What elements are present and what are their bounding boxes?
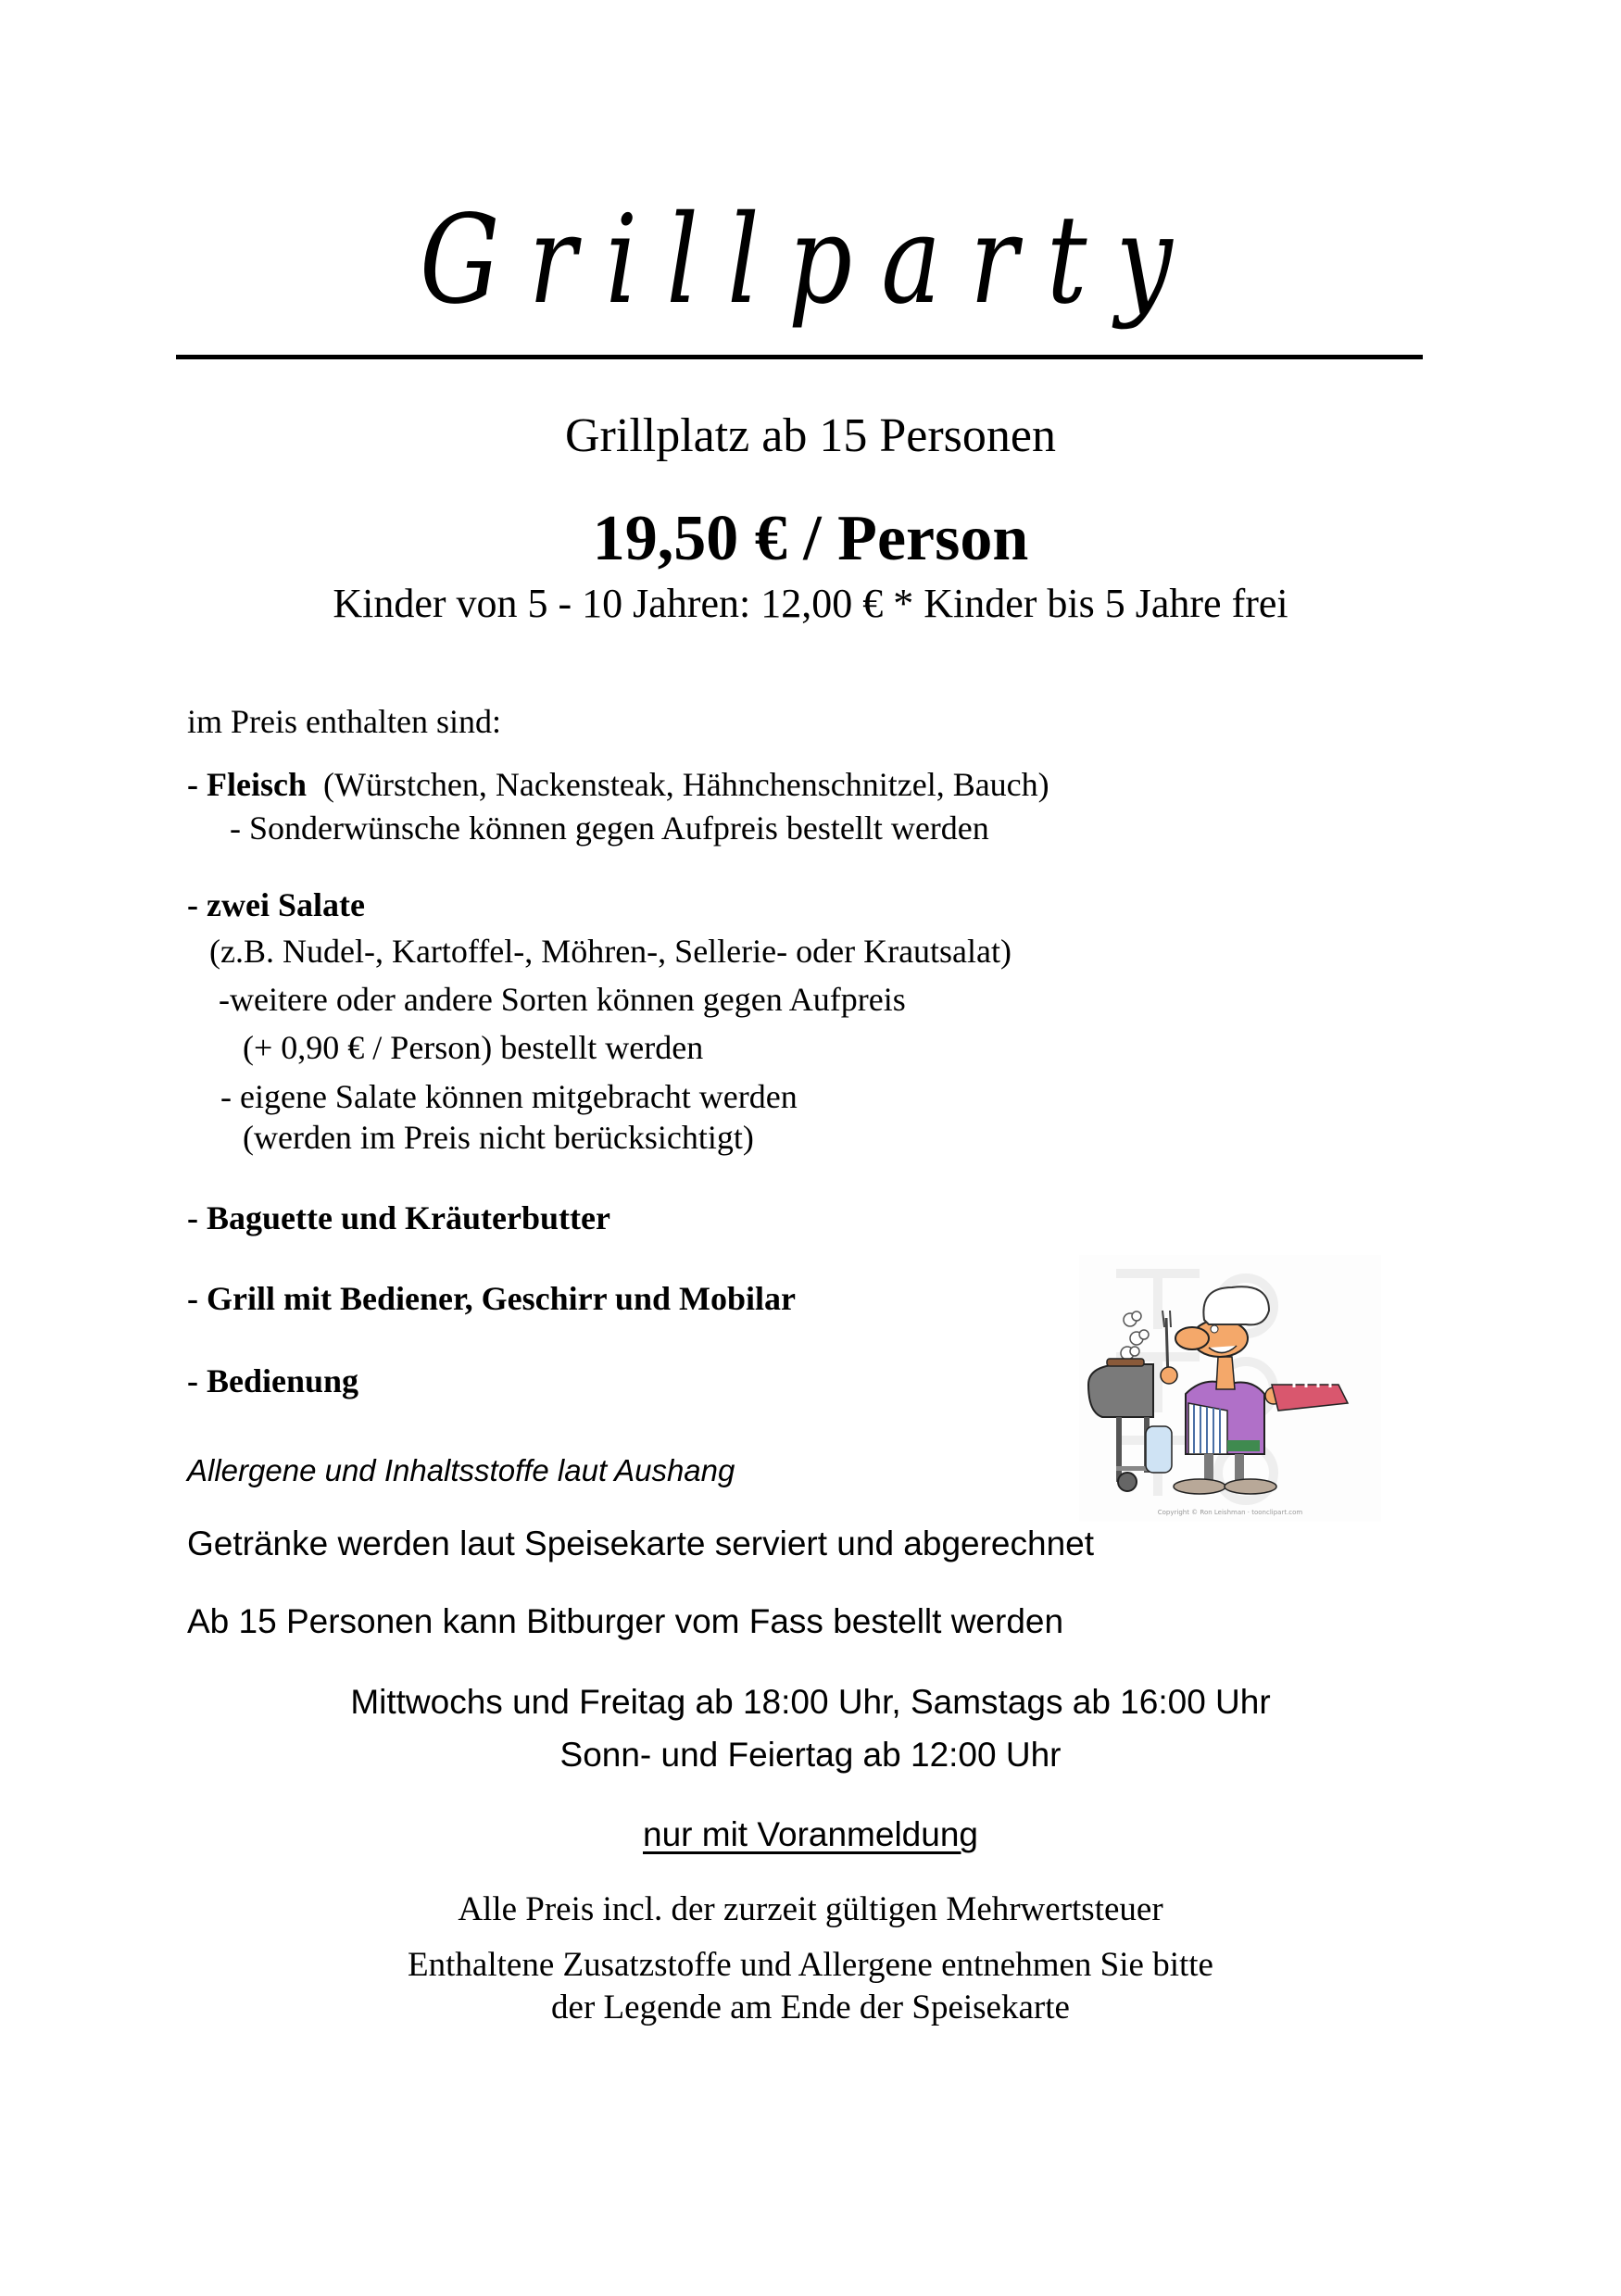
beer-note: Ab 15 Personen kann Bitburger vom Fass bestellt werden <box>187 1602 1064 1640</box>
price-per-person: 19,50 € / Person <box>592 503 1029 574</box>
allergen-legend-note-cont: der Legende am Ende der Speisekarte <box>551 1989 1070 2026</box>
list-item-note: - eigene Salate können mitgebracht werden <box>220 1078 798 1115</box>
list-item-salate: - zwei Salate <box>187 886 365 923</box>
list-item-note: (werden im Preis nicht berücksichtigt) <box>243 1119 754 1156</box>
title-underline-divider <box>176 355 1423 359</box>
list-item-note: -weitere oder andere Sorten können gegen Aufpreis <box>219 981 906 1018</box>
list-item-label: - Fleisch <box>187 766 307 803</box>
illustration-caption: Copyright © Ron Leishman · toonclipart.com <box>1157 1509 1303 1516</box>
list-item-note: - Sonderwünsche können gegen Aufpreis bestellt werden <box>230 809 989 847</box>
kids-price-line: Kinder von 5 - 10 Jahren: 12,00 € * Kinder bis 5 Jahre frei <box>333 581 1288 626</box>
drinks-note: Getränke werden laut Speisekarte serviert und abgerechnet <box>187 1524 1095 1562</box>
reservation-required <box>0 1814 1621 1855</box>
list-item-note: (z.B. Nudel-, Kartoffel-, Möhren-, Sellerie- oder Krautsalat) <box>209 933 1012 970</box>
barbecue-chef-cartoon-icon <box>1079 1255 1381 1522</box>
vat-note: Alle Preis incl. der zurzeit gültigen Mehrwertsteuer <box>458 1890 1163 1928</box>
list-item-detail: (Würstchen, Nackensteak, Hähnchenschnitzel, Bauch) <box>306 766 1049 803</box>
subtitle-min-persons: Grillplatz ab 15 Personen <box>565 409 1056 462</box>
list-item-grill: - Grill mit Bediener, Geschirr und Mobilar <box>187 1280 796 1317</box>
page-title: Grillparty <box>420 189 1201 332</box>
reservation-required-text: nur mit Voranmeldung <box>643 1815 978 1853</box>
opening-hours-weekdays: Mittwochs und Freitag ab 18:00 Uhr, Samstags ab 16:00 Uhr <box>350 1683 1271 1721</box>
list-item-baguette: - Baguette und Kräuterbutter <box>187 1199 610 1236</box>
included-intro: im Preis enthalten sind: <box>187 703 501 740</box>
list-item-note: (+ 0,90 € / Person) bestellt werden <box>243 1029 704 1066</box>
allergen-note: Allergene und Inhaltsstoffe laut Aushang <box>187 1453 735 1487</box>
list-item-bedienung: - Bedienung <box>187 1362 359 1399</box>
opening-hours-holidays: Sonn- und Feiertag ab 12:00 Uhr <box>559 1736 1062 1774</box>
allergen-legend-note: Enthaltene Zusatzstoffe und Allergene entnehmen Sie bitte <box>408 1946 1213 1984</box>
list-item-fleisch <box>187 765 1049 805</box>
